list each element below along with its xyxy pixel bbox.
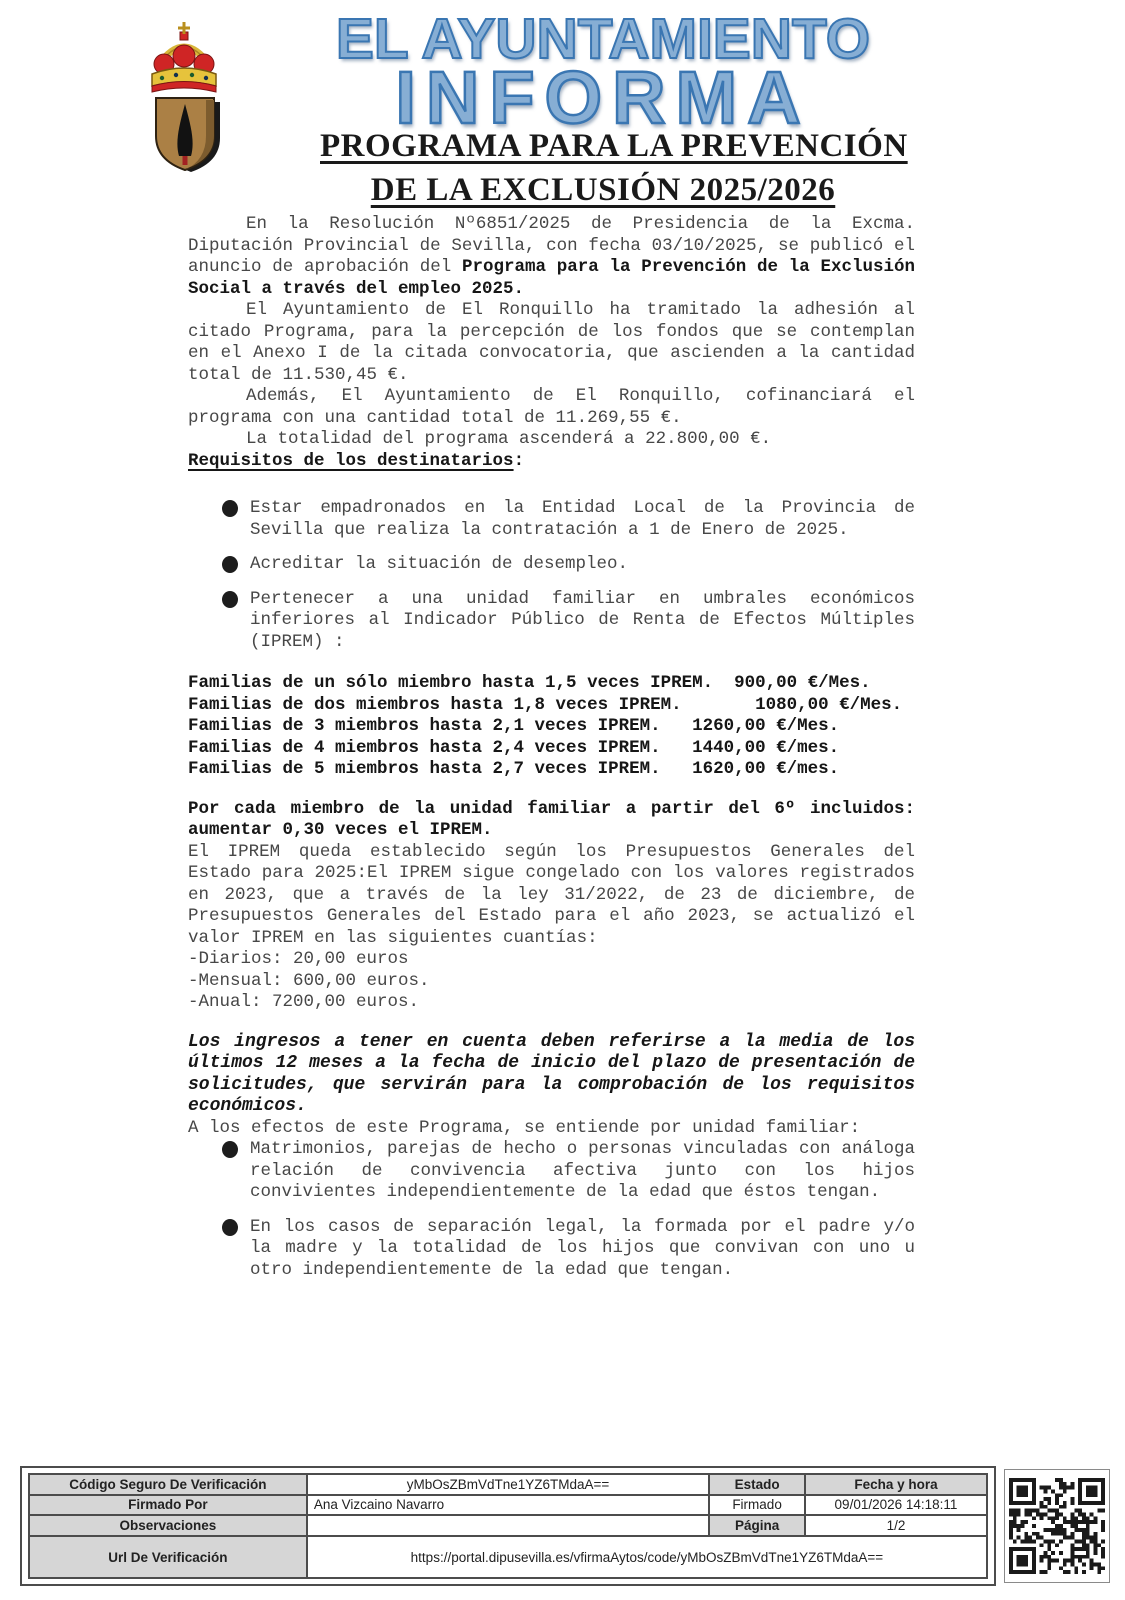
familias-row: Familias de 3 miembros hasta 2,1 veces IPREM. 1260,00 €/Mes. — [188, 716, 840, 736]
familias-iprem-table — [188, 673, 915, 781]
observaciones-value — [307, 1515, 709, 1536]
familias-row: Familias de un sólo miembro hasta 1,5 veces IPREM. 900,00 €/Mes. — [188, 673, 871, 693]
programa-bold-text: Programa para la Prevención de la Exclusión Social a través del empleo 2025. — [188, 257, 915, 299]
qr-code-box — [1004, 1469, 1110, 1583]
paragraph-cofinanciacion: Además, El Ayuntamiento de El Ronquillo, cofinanciará el programa con una cantidad total de 11.269,55 €. — [188, 386, 915, 428]
banner-line-2: INFORMA — [395, 56, 811, 139]
paragraph-por-cada-miembro: Por cada miembro de la unidad familiar a partir del 6º incluidos: aumentar 0,30 veces el IPREM. — [188, 798, 915, 840]
fecha-hora-label: Fecha y hora — [805, 1474, 987, 1495]
estado-value: Firmado — [709, 1495, 805, 1516]
paragraph-iprem-establecido: El IPREM queda establecido según los Presupuestos Generales del Estado para 2025:El IPREM sigue congelado con los valores registrados en 2023, que a través de la ley 31/2022, de 23 de diciembre, de Presupuestos Generales del Estado para el año 2023, se actualizó el valor IPREM en las siguientes cuantías: — [188, 841, 915, 948]
verification-table-frame — [20, 1466, 996, 1586]
fecha-hora-value: 09/01/2026 14:18:11 — [805, 1495, 987, 1516]
list-item: Matrimonios, parejas de hecho o personas vinculadas con análoga relación de convivencia afectiva junto con los hijos convivientes independientemente de la edad que éstos tengan. — [222, 1139, 915, 1204]
cuantias-list — [188, 949, 915, 1014]
paragraph-totalidad: La totalidad del programa ascenderá a 22.800,00 €. — [246, 429, 772, 449]
cuantia-row: -Anual: 7200,00 euros. — [188, 992, 420, 1012]
url-verificacion-value: https://portal.dipusevilla.es/vfirmaAytos/code/yMbOsZBmVdTne1YZ6TMdaA== — [307, 1536, 987, 1578]
estado-label: Estado — [709, 1474, 805, 1495]
familias-row: Familias de 5 miembros hasta 2,7 veces IPREM. 1620,00 €/mes. — [188, 759, 840, 779]
bullet-dot-icon — [222, 591, 238, 608]
paragraph-unidad-familiar: A los efectos de este Programa, se entiende por unidad familiar: — [188, 1117, 861, 1138]
csv-value: yMbOsZBmVdTne1YZ6TMdaA== — [307, 1474, 709, 1495]
table-row — [29, 1536, 987, 1578]
firmado-por-label: Firmado Por — [29, 1495, 307, 1516]
list-item: En los casos de separación legal, la formada por el padre y/o la madre y la totalidad de los hijos que convivan con uno u otro independientemente de la edad que tengan. — [222, 1217, 915, 1282]
document-title — [320, 124, 908, 212]
requisitos-heading: Requisitos de los destinatarios: — [188, 450, 525, 471]
cuantia-row: -Diarios: 20,00 euros — [188, 949, 409, 969]
list-item: Pertenecer a una unidad familiar en umbrales económicos inferiores al Indicador Público de Renta de Efectos Múltiples (IPREM) : — [222, 589, 915, 654]
table-row — [29, 1515, 987, 1536]
banner-line-1: EL AYUNTAMIENTO — [335, 7, 871, 71]
requisitos-list — [188, 498, 915, 653]
header-title-block — [320, 7, 908, 212]
url-verificacion-label: Url De Verificación — [29, 1536, 307, 1578]
familias-row: Familias de 4 miembros hasta 2,4 veces IPREM. 1440,00 €/mes. — [188, 737, 840, 758]
coat-of-arms-icon — [118, 14, 250, 174]
table-row — [29, 1474, 987, 1495]
bullet-dot-icon — [222, 1141, 238, 1158]
pagina-value: 1/2 — [805, 1515, 987, 1536]
familias-row: Familias de dos miembros hasta 1,8 veces IPREM. 1080,00 €/Mes. — [188, 694, 903, 715]
bullet-dot-icon — [222, 500, 238, 517]
paragraph-resolucion: En la Resolución Nº6851/2025 de Presidencia de la Excma. Diputación Provincial de Sevilla, con fecha 03/10/2025, se publicó el anuncio de aprobación del Programa para la Prevención de la Exclusión Social a través del empleo 2025. — [188, 214, 915, 299]
document-body — [188, 214, 915, 1301]
bullet-dot-icon — [222, 1219, 238, 1236]
firmado-por-value: Ana Vizcaino Navarro — [307, 1495, 709, 1516]
paragraph-adhesion: El Ayuntamiento de El Ronquillo ha tramitado la adhesión al citado Programa, para la percepción de los fondos que se contemplan en el Anexo I de la citada convocatoria, que ascienden a la cantidad total de 11.530,45 €. — [188, 300, 915, 385]
list-item: Estar empadronados en la Entidad Local de la Provincia de Sevilla que realiza la contratación a 1 de Enero de 2025. — [222, 498, 915, 541]
observaciones-label: Observaciones — [29, 1515, 307, 1536]
pagina-label: Página — [709, 1515, 805, 1536]
paragraph-ingresos: Los ingresos a tener en cuenta deben referirse a la media de los últimos 12 meses a la fecha de inicio del plazo de presentación de solicitudes, que servirán para la comprobación de los requisitos económicos. — [188, 1031, 915, 1116]
list-item: Acreditar la situación de desempleo. — [222, 554, 915, 576]
cuantia-row: -Mensual: 600,00 euros. — [188, 970, 430, 991]
csv-label: Código Seguro De Verificación — [29, 1474, 307, 1495]
document-title-line2: DE LA EXCLUSIÓN 2025/2026 — [370, 172, 836, 208]
verification-table — [28, 1473, 988, 1579]
unidad-familiar-list — [188, 1139, 915, 1281]
bullet-dot-icon — [222, 556, 238, 573]
document-title-line1: PROGRAMA PARA LA PREVENCIÓN — [320, 128, 908, 164]
qr-code-icon — [1009, 1474, 1105, 1578]
table-row — [29, 1495, 987, 1516]
